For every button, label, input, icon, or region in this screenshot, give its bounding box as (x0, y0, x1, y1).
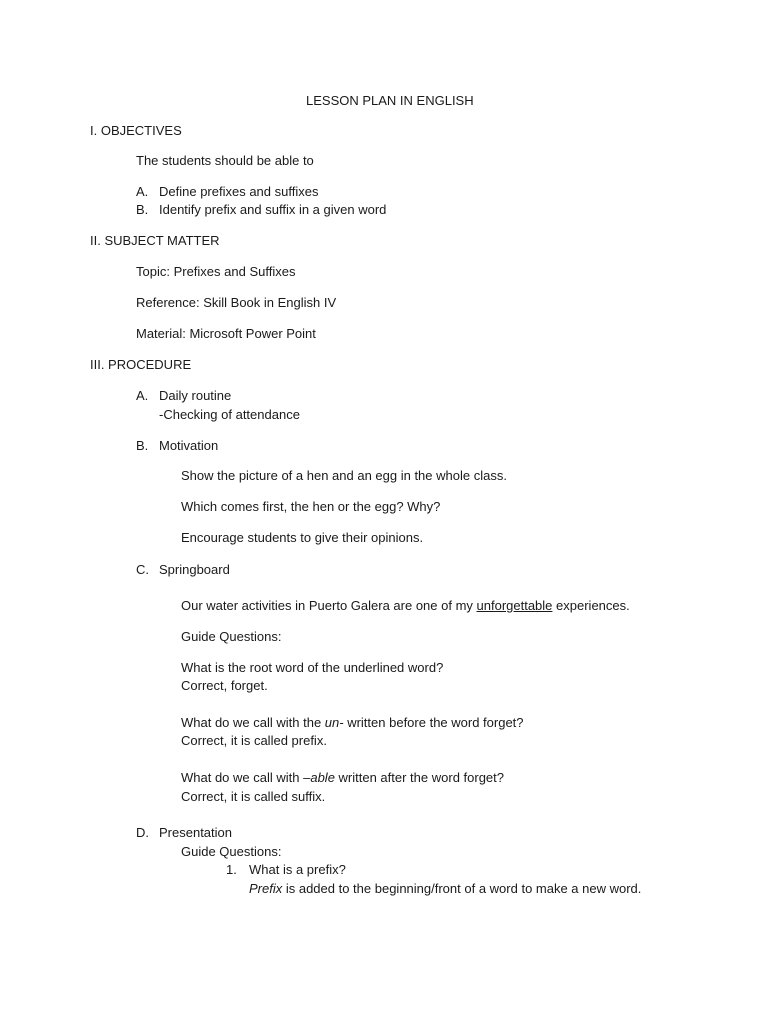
procedure-item-label: Motivation (159, 438, 219, 453)
list-marker: C. (136, 562, 149, 577)
daily-routine-sub: -Checking of attendance (159, 407, 300, 422)
list-marker: D. (136, 825, 149, 840)
list-marker: A. (136, 388, 149, 403)
answer-text: is added to the beginning/front of a word to make a new word. (282, 881, 642, 896)
motivation-line: Which comes first, the hen or the egg? Why? (181, 499, 441, 514)
material-line: Material: Microsoft Power Point (136, 326, 316, 341)
objective-text: Identify prefix and suffix in a given word (159, 202, 387, 217)
subject-matter-heading: II. SUBJECT MATTER (90, 233, 220, 248)
procedure-item-d (136, 825, 232, 841)
underlined-word: unforgettable (476, 598, 553, 613)
presentation-item-1 (226, 862, 346, 878)
question-text: What do we call with (181, 770, 304, 785)
guide-questions-label: Guide Questions: (181, 629, 282, 644)
sentence-text: experiences. (552, 598, 630, 613)
reference-line: Reference: Skill Book in English IV (136, 295, 337, 310)
guide-question (181, 715, 524, 731)
procedure-heading: III. PROCEDURE (90, 357, 192, 372)
guide-question: What is the root word of the underlined word? (181, 660, 444, 675)
question-text: written before the word forget? (343, 715, 524, 730)
list-marker: A. (136, 184, 149, 199)
emphasis-text: –able (303, 770, 335, 785)
guide-answer: Correct, it is called suffix. (181, 789, 326, 804)
question-text: written after the word forget? (334, 770, 505, 785)
objective-item-b (136, 202, 386, 218)
guide-questions-label: Guide Questions: (181, 844, 282, 859)
list-marker: 1. (226, 862, 237, 877)
procedure-item-c (136, 562, 230, 578)
emphasis-text: un- (324, 715, 344, 730)
objectives-heading: I. OBJECTIVES (90, 123, 182, 138)
motivation-line: Encourage students to give their opinions. (181, 530, 424, 545)
objective-text: Define prefixes and suffixes (159, 184, 319, 199)
list-marker: B. (136, 202, 149, 217)
presentation-question: What is a prefix? (249, 862, 346, 877)
question-text: What do we call with the (181, 715, 325, 730)
emphasis-text: Prefix (249, 881, 283, 896)
objective-item-a (136, 184, 318, 200)
list-marker: B. (136, 438, 149, 453)
springboard-sentence (181, 598, 630, 614)
topic-line: Topic: Prefixes and Suffixes (136, 264, 296, 279)
procedure-item-label: Presentation (159, 825, 232, 840)
document-title: LESSON PLAN IN ENGLISH (306, 93, 474, 108)
guide-answer: Correct, it is called prefix. (181, 733, 327, 748)
procedure-item-a (136, 388, 231, 404)
procedure-item-label: Daily routine (159, 388, 232, 403)
presentation-answer (249, 881, 641, 897)
motivation-line: Show the picture of a hen and an egg in the whole class. (181, 468, 507, 483)
guide-answer: Correct, forget. (181, 678, 268, 693)
procedure-item-b (136, 438, 218, 454)
guide-question (181, 770, 504, 786)
procedure-item-label: Springboard (159, 562, 230, 577)
objectives-intro: The students should be able to (136, 153, 314, 168)
sentence-text: Our water activities in Puerto Galera are one of my (181, 598, 477, 613)
